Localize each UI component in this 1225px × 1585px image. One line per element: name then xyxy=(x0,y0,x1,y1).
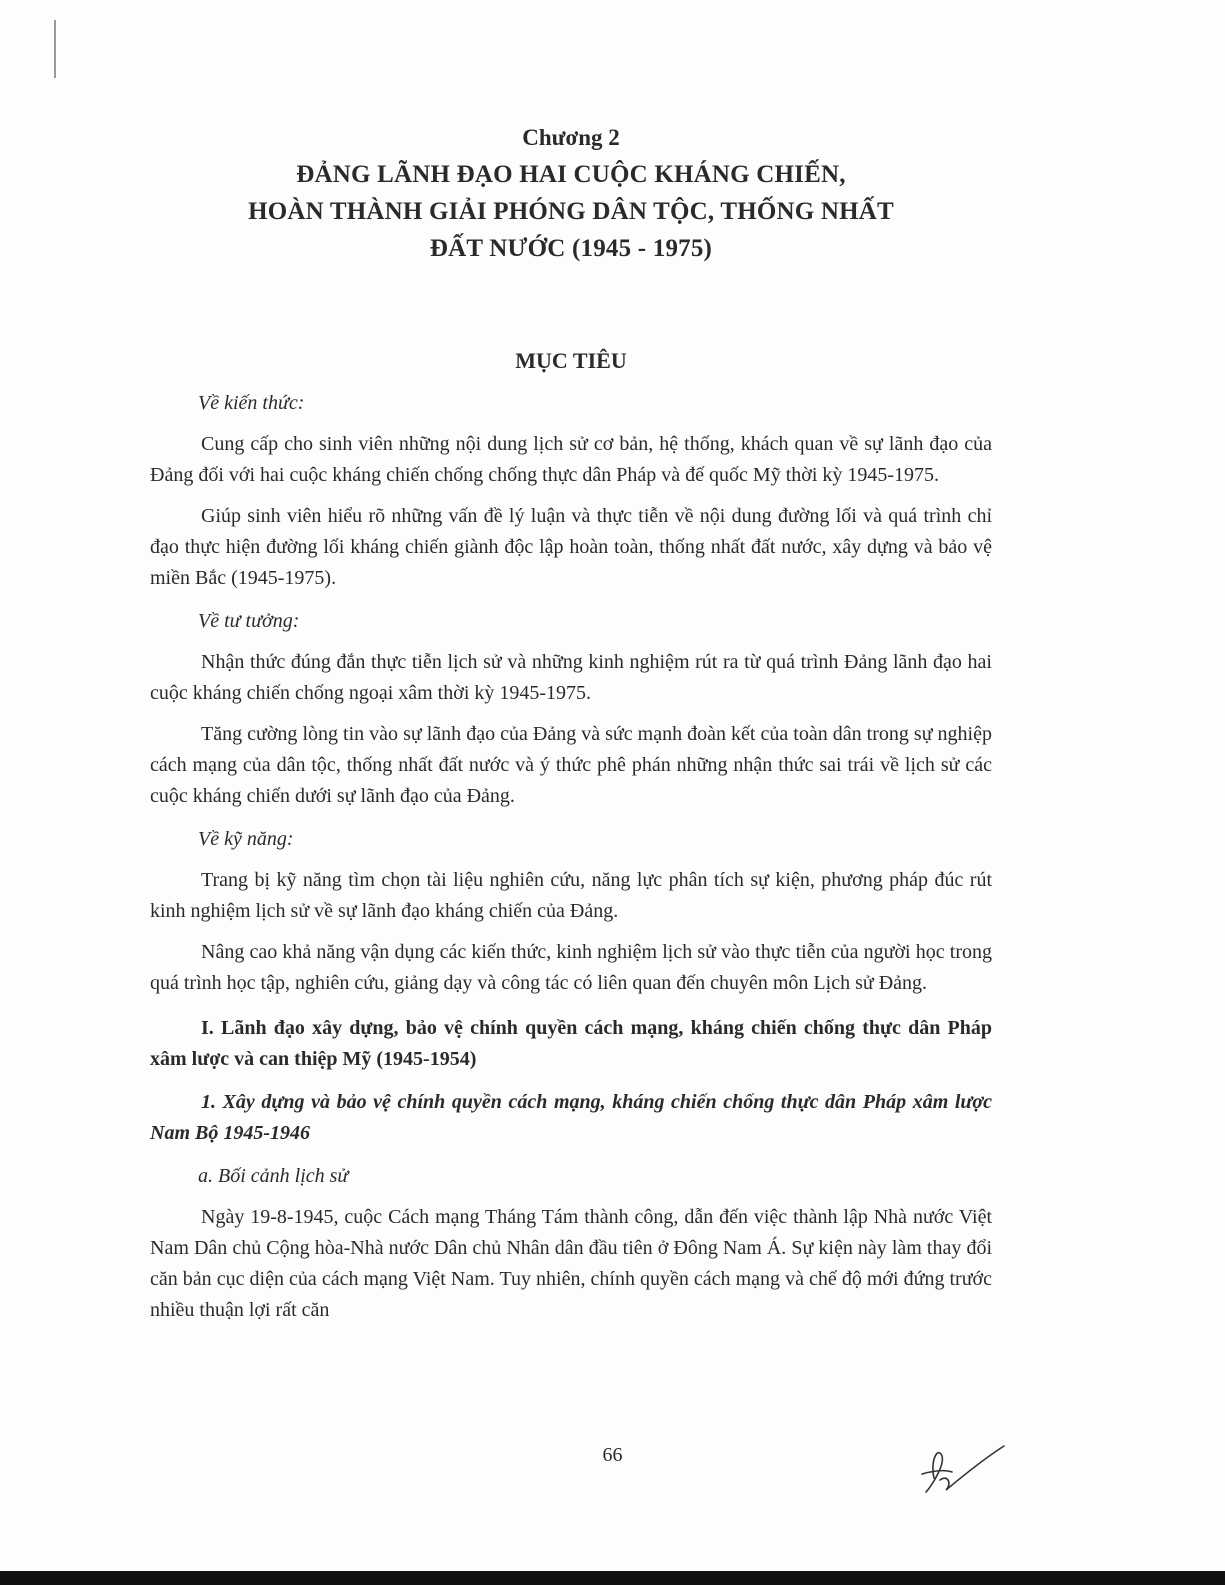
document-page xyxy=(150,120,992,1326)
subsection-heading-1: 1. Xây dựng và bảo vệ chính quyền cách mạng, kháng chiến chống thực dân Pháp xâm lược Nam Bộ 1945-1946 xyxy=(150,1091,992,1144)
scan-edge-mark xyxy=(54,20,56,78)
section-heading-1: I. Lãnh đạo xây dựng, bảo vệ chính quyền cách mạng, kháng chiến chống thực dân Pháp xâm lược và can thiệp Mỹ (1945-1954) xyxy=(150,1017,992,1070)
page-number: 66 xyxy=(602,1444,623,1466)
ideology-label: Về tư tưởng: xyxy=(198,610,300,632)
objectives-heading: MỤC TIÊU xyxy=(515,348,627,373)
chapter-title-line-2: HOÀN THÀNH GIẢI PHÓNG DÂN TỘC, THỐNG NHẤT xyxy=(248,198,894,225)
knowledge-paragraph-1: Cung cấp cho sinh viên những nội dung lịch sử cơ bản, hệ thống, khách quan về sự lãnh đạo của Đảng đối với hai cuộc kháng chiến chống chống thực dân Pháp và đế quốc Mỹ thời kỳ 1945-1975. xyxy=(150,433,992,486)
handwritten-signature xyxy=(912,1440,1007,1500)
scan-bottom-border xyxy=(0,1571,1225,1585)
ideology-paragraph-1: Nhận thức đúng đắn thực tiễn lịch sử và những kinh nghiệm rút ra từ quá trình Đảng lãnh đạo hai cuộc kháng chiến chống ngoại xâm thời kỳ 1945-1975. xyxy=(150,651,992,704)
chapter-label: Chương 2 xyxy=(522,125,620,150)
skills-paragraph-1: Trang bị kỹ năng tìm chọn tài liệu nghiên cứu, năng lực phân tích sự kiện, phương pháp đúc rút kinh nghiệm lịch sử về sự lãnh đạo kháng chiến của Đảng. xyxy=(150,869,992,922)
knowledge-label: Về kiến thức: xyxy=(198,392,305,414)
ideology-paragraph-2: Tăng cường lòng tin vào sự lãnh đạo của Đảng và sức mạnh đoàn kết của toàn dân trong sự nghiệp cách mạng của dân tộc, thống nhất đất nước và ý thức phê phán những nhận thức sai trái về lịch sử các cuộc kháng chiến dưới sự lãnh đạo của Đảng. xyxy=(150,723,992,807)
chapter-title-line-1: ĐẢNG LÃNH ĐẠO HAI CUỘC KHÁNG CHIẾN, xyxy=(296,161,846,188)
skills-paragraph-2: Nâng cao khả năng vận dụng các kiến thức, kinh nghiệm lịch sử vào thực tiễn của người học trong quá trình học tập, nghiên cứu, giảng dạy và công tác có liên quan đến chuyên môn Lịch sử Đảng. xyxy=(150,941,992,994)
context-paragraph: Ngày 19-8-1945, cuộc Cách mạng Tháng Tám thành công, dẫn đến việc thành lập Nhà nước Việt Nam Dân chủ Cộng hòa-Nhà nước Dân chủ Nhân dân đầu tiên ở Đông Nam Á. Sự kiện này làm thay đổi căn bản cục diện của cách mạng Việt Nam. Tuy nhiên, chính quyền cách mạng và chế độ mới đứng trước nhiều thuận lợi rất căn xyxy=(150,1206,992,1321)
knowledge-paragraph-2: Giúp sinh viên hiểu rõ những vấn đề lý luận và thực tiễn về nội dung đường lối và quá trình chỉ đạo thực hiện đường lối kháng chiến giành độc lập hoàn toàn, thống nhất đất nước, xây dựng và bảo vệ miền Bắc (1945-1975). xyxy=(150,505,992,589)
subsection-heading-1a: a. Bối cảnh lịch sử xyxy=(198,1165,349,1187)
skills-label: Về kỹ năng: xyxy=(198,828,294,850)
chapter-title-line-3: ĐẤT NƯỚC (1945 - 1975) xyxy=(429,235,713,262)
